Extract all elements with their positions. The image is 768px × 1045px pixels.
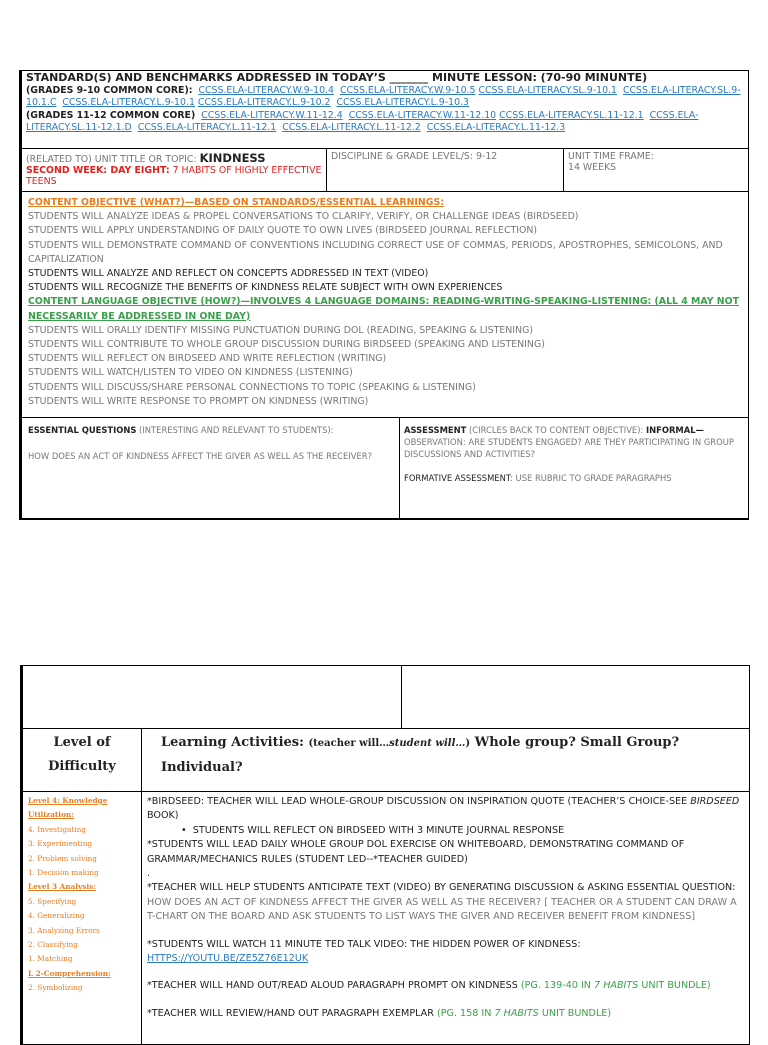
unit-title: KINDNESS [199,151,266,165]
content-objective-item: STUDENTS WILL DEMONSTRATE COMMAND OF CONVENTIONS INCLUDING CORRECT USE OF COMMAS, PERIODS, APOSTROPHES, SEMICOLONS, AND CAPITALIZATION [28,239,723,265]
learning-activities-header: Learning Activities: (teacher will…student will…) Whole group? Small Group? Individual? [161,735,680,775]
activities-column: *BIRDSEED: TEACHER WILL LEAD WHOLE-GROUP DISCUSSION ON INSPIRATION QUOTE (TEACHER’S CHOICE-SEE BIRDSEED BOOK) • STUDENTS WILL REFLECT ON BIRDSEED WITH 3 MINUTE JOURNAL RESPONSE *STUDENTS WILL LEAD DAILY WHOLE GROUP DOL EXERCISE ON WHITEBOARD, DEMONSTRATING COMMAND OF GRAMMAR/MECHANICS RULES (STUDENT LED--*TEACHER GUIDED) . *TEACHER WILL HELP STUDENTS ANTICIPATE TEXT (VIDEO) BY GENERATING DISCUSSION & ASKING ESSENTIAL QUESTION: HOW DOES AN ACT OF KINDNESS AFFECT THE GIVER AS WELL AS THE RECEIVER? [ TEACHER OR A STUDENT CAN DRAW A T-CHART ON THE BOARD AND ASK STUDENTS TO LIST WAYS THE GIVER AND RECEIVER BENEFIT FROM KINDNESS] *STUDENTS WILL WATCH 11 MINUTE TED TALK VIDEO: THE HIDDEN POWER OF KINDNESS: HTTPS://YOUTU.BE/ZE5Z76E12UK *TEACHER WILL HAND OUT/READ ALOUD PARAGRAPH PROMPT ON KINDNESS (PG. 139-40 IN 7 HABITS UNIT BUNDLE) *TEACHER WILL REVIEW/HAND OUT PARAGRAPH EXEMPLAR (PG. 158 IN 7 HABITS UNIT BUNDLE) [142,791,749,1044]
activity-bullet: • STUDENTS WILL REFLECT ON BIRDSEED WITH 3 MINUTE JOURNAL RESPONSE [181,824,565,836]
level-item: 2. Problem solving [28,853,97,863]
content-objective-item: STUDENTS WILL RECOGNIZE THE BENEFITS OF KINDNESS RELATE SUBJECT WITH OWN EXPERIENCES [28,282,503,294]
standard-link[interactable]: CCSS.ELA-LITERACY.L.11-12.1 [137,122,277,133]
unit-info-row [22,149,748,192]
standard-link[interactable]: CCSS.ELA-LITERACY.W.9-10.4 [198,84,334,96]
level-heading: Level 3 Analysis: [28,882,96,892]
language-objective-item: STUDENTS WILL CONTRIBUTE TO WHOLE GROUP DISCUSSION DURING BIRDSEED (SPEAKING AND LISTENING) [28,339,545,351]
standard-link[interactable]: CCSS.ELA-LITERACY.L.11-12.2 [282,122,421,133]
activity-video: *STUDENTS WILL WATCH 11 MINUTE TED TALK VIDEO: THE HIDDEN POWER OF KINDNESS: HTTPS://YOUTU.BE/ZE5Z76E12UK [147,938,581,965]
level-heading: Level 4: Knowledge Utilization: [28,796,108,820]
activity-exemplar: *TEACHER WILL REVIEW/HAND OUT PARAGRAPH EXEMPLAR (PG. 158 IN 7 HABITS UNIT BUNDLE) [147,1007,612,1019]
level-item: 3. Experimenting [28,839,93,849]
language-objective-item: STUDENTS WILL REFLECT ON BIRDSEED AND WRITE REFLECTION (WRITING) [28,353,387,365]
level-item: 5. Specifying [28,896,77,906]
standard-link[interactable]: CCSS.ELA-LITERACY.SL.9-10.1.C [26,84,741,108]
discipline-cell: DISCIPLINE & GRADE LEVEL/S: 9-12 [327,149,564,191]
standard-link[interactable]: CCSS.ELA-LITERACY.W.11-12.4 [201,109,343,121]
standards-header [22,71,748,149]
content-objective-item: STUDENTS WILL ANALYZE AND REFLECT ON CONCEPTS ADDRESSED IN TEXT (VIDEO) [28,268,429,280]
lesson-plan-table [19,70,749,520]
essential-question: HOW DOES AN ACT OF KINDNESS AFFECT THE GIVER AS WELL AS THE RECEIVER? [28,451,373,461]
difficulty-levels-column [23,791,142,1044]
essential-questions-cell: ESSENTIAL QUESTIONS (INTERESTING AND RELEVANT TO STUDENTS): HOW DOES AN ACT OF KINDNESS AFFECT THE GIVER AS WELL AS THE RECEIVER? [22,418,400,518]
language-objective-item: STUDENTS WILL WRITE RESPONSE TO PROMPT ON KINDNESS (WRITING) [28,395,369,407]
activity-prompt: *TEACHER WILL HAND OUT/READ ALOUD PARAGRAPH PROMPT ON KINDNESS (PG. 139-40 IN 7 HABITS UNIT BUNDLE) [147,980,711,992]
level-item: 4. Investigating [28,824,86,834]
standard-link[interactable]: CCSS.ELA-LITERACY.L.11-12.3 [426,122,566,133]
content-objective-heading: CONTENT OBJECTIVE (WHAT?)—BASED ON STANDARDS/ESSENTIAL LEARNINGS: [28,197,444,208]
standard-link[interactable]: CCSS.ELA-LITERACY.W.9-10.5 [339,84,476,96]
unit-title-cell: (RELATED TO) UNIT TITLE OR TOPIC: KINDNESS SECOND WEEK: DAY EIGHT: 7 HABITS OF HIGHLY EFFECTIVE TEENS [22,149,327,191]
standards-title: STANDARD(S) AND BENCHMARKS ADDRESSED IN TODAY’S _______ MINUTE LESSON: (70-90 MINUNTE) [26,71,648,84]
standard-link[interactable]: CCSS.ELA-LITERACY.SL.11-12.1.D [26,109,699,133]
learning-activities-table [20,665,750,1045]
questions-assessment-row [22,418,748,518]
standard-link[interactable]: CCSS.ELA-LITERACY.L.9-10.3 [336,97,470,108]
grades-9-10-standards: (GRADES 9-10 COMMON CORE): CCSS.ELA-LITERACY.W.9-10.4 CCSS.ELA-LITERACY.W.9-10.5 CCSS.ELA-LITERACY.SL.9-10.1 CCSS.ELA-LITERACY.SL.9-10.1.C CCSS.ELA-LITERACY.L.9-10.1 CCSS.ELA-LITERACY.L.9-10.2 CCSS.ELA-LITERACY.L.9-10.3 [26,84,741,108]
level-heading: L 2-Comprehension: [28,968,111,978]
video-link[interactable]: HTTPS://YOUTU.BE/ZE5Z76E12UK [147,953,309,965]
standard-link[interactable]: CCSS.ELA-LITERACY.SL.9-10.1 [478,84,617,96]
level-item: 2. Symbolizing [28,983,83,993]
level-of-difficulty-header: Level of Difficulty [23,728,142,791]
standard-link[interactable]: CCSS.ELA-LITERACY.L.9-10.2 [197,97,331,108]
standard-link[interactable]: CCSS.ELA-LITERACY.SL.11-12.1 [499,109,644,121]
activity-dol: *STUDENTS WILL LEAD DAILY WHOLE GROUP DOL EXERCISE ON WHITEBOARD, DEMONSTRATING COMMAND OF GRAMMAR/MECHANICS RULES (STUDENT LED--*TEACHER GUIDED) [147,839,685,865]
activities-body-row [23,791,749,1044]
language-objective-item: STUDENTS WILL WATCH/LISTEN TO VIDEO ON KINDNESS (LISTENING) [28,367,353,379]
language-objective-item: STUDENTS WILL ORALLY IDENTIFY MISSING PUNCTUATION DURING DOL (READING, SPEAKING & LISTENING) [28,324,533,336]
level-item: 4. Generalizing [28,911,85,921]
objectives-section [22,192,748,418]
content-objective-item: STUDENTS WILL APPLY UNDERSTANDING OF DAILY QUOTE TO OWN LIVES (BIRDSEED JOURNAL REFLECTION) [28,225,538,237]
timeframe-cell: UNIT TIME FRAME: 14 WEEKS [568,151,654,173]
content-objective-item: STUDENTS WILL ANALYZE IDEAS & PROPEL CONVERSATIONS TO CLARIFY, VERIFY, OR CHALLENGE IDEAS (BIRDSEED) [28,211,579,223]
level-item: 1. Matching [28,954,73,964]
activities-header-row [23,728,749,792]
standard-link[interactable]: CCSS.ELA-LITERACY.L.9-10.1 [62,97,195,108]
activity-anticipate: *TEACHER WILL HELP STUDENTS ANTICIPATE TEXT (VIDEO) BY GENERATING DISCUSSION & ASKING ESSENTIAL QUESTION: HOW DOES AN ACT OF KINDNESS AFFECT THE GIVER AS WELL AS THE RECEIVER? [ TEACHER OR A STUDENT CAN DRAW A T-CHART ON THE BOARD AND ASK STUDENTS TO LIST WAYS THE GIVER AND RECEIVER BENEFIT FROM KINDNESS] [147,882,737,923]
level-item: 1. Decision making [28,868,99,878]
assessment-cell: ASSESSMENT (CIRCLES BACK TO CONTENT OBJECTIVE): INFORMAL— OBSERVATION: ARE STUDENTS ENGAGED? ARE THEY PARTICIPATING IN GROUP DISCUSSIONS AND ACTIVITIES? FORMATIVE ASSESSMENT: USE RUBRIC TO GRADE PARAGRAPHS [404,425,734,483]
grades-11-12-standards: (GRADES 11-12 COMMON CORE) CCSS.ELA-LITERACY.W.11-12.4 CCSS.ELA-LITERACY.W.11-12.10 CCSS.ELA-LITERACY.SL.11-12.1 CCSS.ELA-LITERACY.SL.11-12.1.D CCSS.ELA-LITERACY.L.11-12.1 CCSS.ELA-LITERACY.L.11-12.2 CCSS.ELA-LITERACY.L.11-12.3 [26,109,699,133]
level-item: 3. Analyzing Errors [28,925,100,935]
language-objective-item: STUDENTS WILL DISCUSS/SHARE PERSONAL CONNECTIONS TO TOPIC (SPEAKING & LISTENING) [28,381,476,393]
standard-link[interactable]: CCSS.ELA-LITERACY.W.11-12.10 [348,109,497,121]
language-objective-heading: CONTENT LANGUAGE OBJECTIVE (HOW?)—INVOLVES 4 LANGUAGE DOMAINS: READING-WRITING-SPEAKING-LISTENING: (ALL 4 MAY NOT NECESSARILY BE ADDRESSED IN ONE DAY) [28,296,740,322]
empty-header-row [23,666,749,729]
level-item: 2. Classifying [28,940,78,950]
activity-birdseed: *BIRDSEED: TEACHER WILL LEAD WHOLE-GROUP DISCUSSION ON INSPIRATION QUOTE (TEACHER’S CHOICE-SEE BIRDSEED BOOK) [147,796,740,822]
